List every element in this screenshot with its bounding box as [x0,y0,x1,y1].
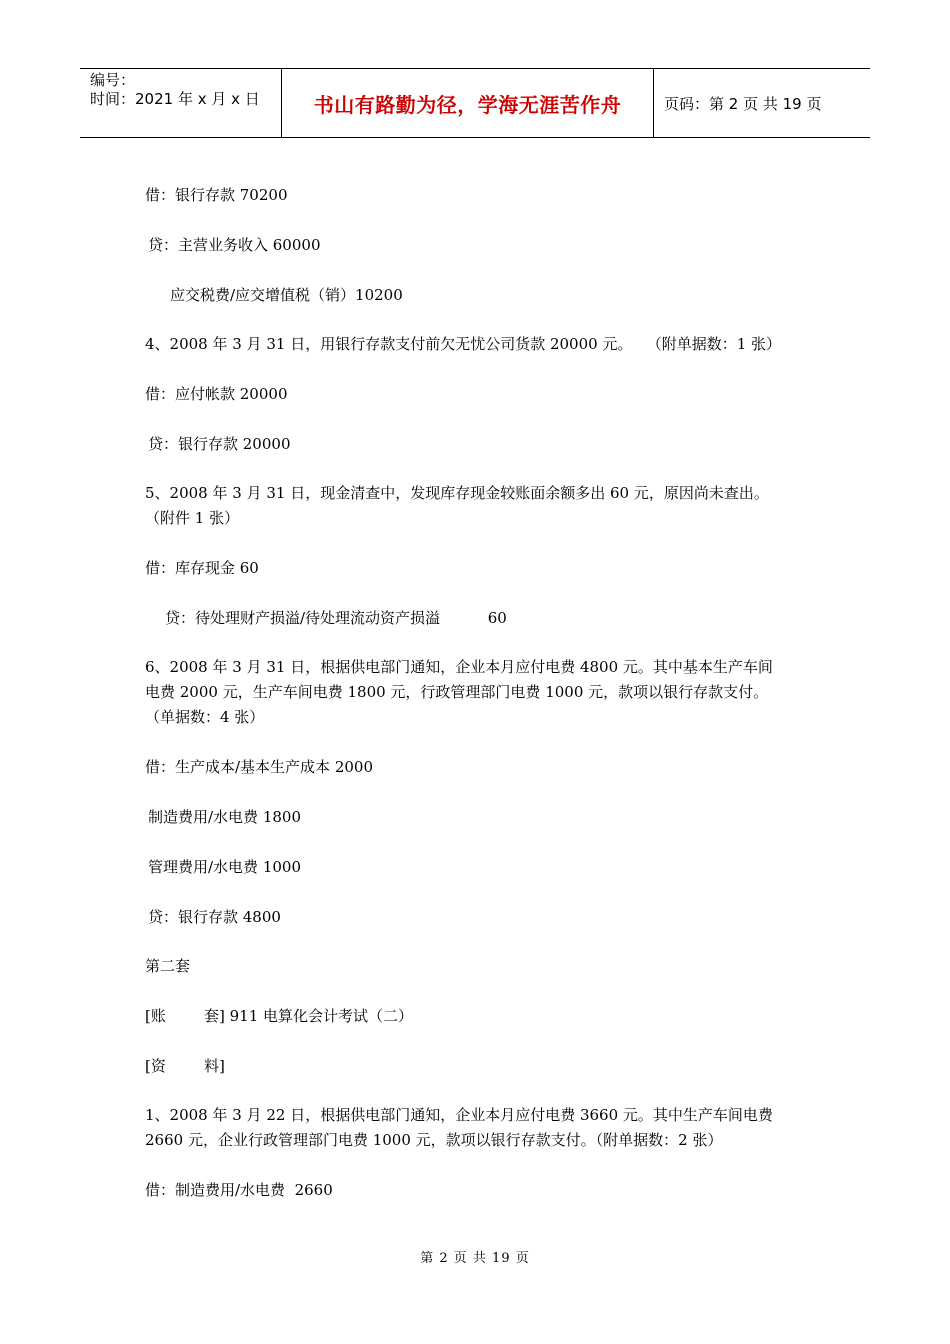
time-label: 时间：2021 年 x 月 x 日 [90,90,260,108]
entry-debit-manufacturing-2: 借：制造费用/水电费 2660 [145,1181,333,1199]
entry-debit-bank: 借：银行存款 70200 [145,186,288,204]
header-meta-cell [80,69,281,137]
motto-text: 书山有路勤为径，学海无涯苦作舟 [313,92,622,117]
materials-line: [资 料] [145,1057,225,1075]
page-label: 页码：第 2 页 共 19 页 [664,94,822,113]
motto-cell [281,69,654,137]
question-1-line2: 2660 元，企业行政管理部门电费 1000 元，款项以银行存款支付。（附单据数：2 张） [145,1131,723,1149]
question-6-line1: 6、2008 年 3 月 31 日，根据供电部门通知，企业本月应付电费 4800 元。其中基本生产车间 [145,658,773,676]
document-header [80,68,870,138]
entry-debit-payable: 借：应付帐款 20000 [145,385,288,403]
entry-credit-bank: 贷：银行存款 20000 [148,435,291,453]
question-6-line3: （单据数：4 张） [145,708,265,726]
question-5-line1: 5、2008 年 3 月 31 日，现金清查中，发现库存现金较账面余额多出 60 元，原因尚未查出。 [145,484,769,502]
entry-credit-revenue: 贷：主营业务收入 60000 [148,236,321,254]
page-number-cell [654,69,870,137]
entry-debit-admin: 管理费用/水电费 1000 [148,858,301,876]
number-label: 编号： [90,71,136,89]
entry-credit-pending: 贷：待处理财产损溢/待处理流动资产损溢 60 [165,609,507,627]
entry-debit-cash: 借：库存现金 60 [145,559,259,577]
entry-debit-production: 借：生产成本/基本生产成本 2000 [145,758,373,776]
question-4: 4、2008 年 3 月 31 日，用银行存款支付前欠无忧公司货款 20000 元。 （附单据数：1 张） [145,335,782,353]
entry-credit-bank-2: 贷：银行存款 4800 [148,908,281,926]
page-footer: 第 2 页 共 19 页 [420,1251,530,1266]
question-5-line2: （附件 1 张） [145,509,240,527]
account-set-line: [账 套] 911 电算化会计考试（二） [145,1007,414,1025]
question-6-line2: 电费 2000 元，生产车间电费 1800 元，行政管理部门电费 1000 元，款项以银行存款支付。 [145,683,769,701]
entry-debit-manufacturing: 制造费用/水电费 1800 [148,808,301,826]
question-1-line1: 1、2008 年 3 月 22 日，根据供电部门通知，企业本月应付电费 3660 元。其中生产车间电费 [145,1106,773,1124]
section-heading: 第二套 [145,957,191,975]
entry-credit-vat: 应交税费/应交增值税（销）10200 [170,286,403,304]
